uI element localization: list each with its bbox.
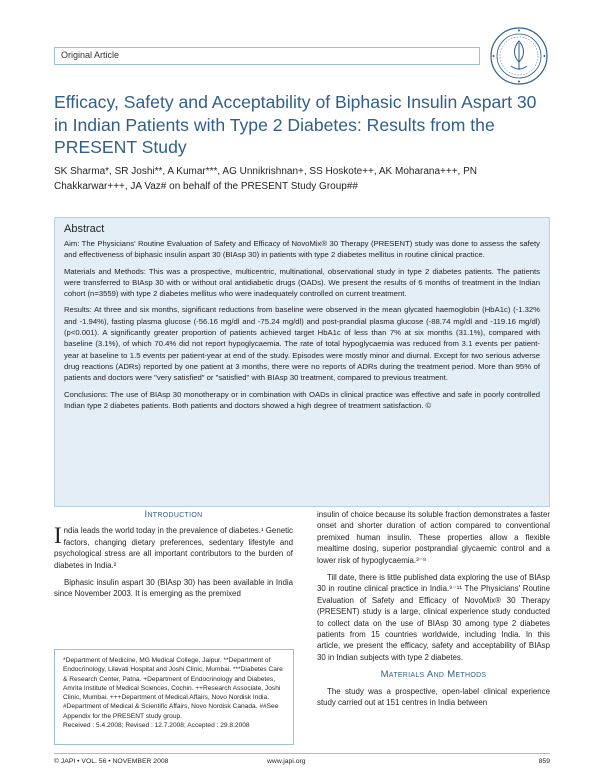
methods-heading: Materials And Methods: [380, 669, 487, 681]
footer-journal: © JAPI • VOL. 56 • NOVEMBER 2008: [54, 758, 169, 765]
introduction-heading: Introduction: [144, 509, 203, 520]
right-paragraph-2: Till date, there is little published data exploring the use of BIAsp 30 in routine clinical practice in India.⁹⁻¹¹ The Physicians' Routine Evaluation of Safety and Efficacy of NovoMix® 30 Therapy (PRESENT) study is a large, clinical experience study conducted to collect data on the use of BIAsp 30 among type 2 diabetes patients from 15 countries worldwide, including India. In this article, we present the efficacy, safety and acceptability of BIAsp 30 in Indian subjects with type 2 diabetes.: [317, 573, 550, 662]
article-title: Efficacy, Safety and Acceptability of Biphasic Insulin Aspart 30 in Indian Patients with Type 2 Diabetes: Results from the PRESENT Study: [54, 92, 537, 157]
left-column: [54, 509, 293, 606]
abstract-heading: Abstract: [64, 223, 105, 235]
abstract-methods: Materials and Methods: This was a prospective, multicentric, multinational, observational study in type 2 diabetes patients. The patients were transferred to BIAsp 30 with or without oral antidiabetic drugs (OADs). We present the results of 6 months of treatment in the Indian cohort (n=3559) with type 2 diabetes mellitus who were inadequately controlled on current treatment.: [64, 266, 540, 299]
footer-website[interactable]: www.japi.org: [267, 758, 306, 765]
intro-paragraph-2: Biphasic insulin aspart 30 (BIAsp 30) has been available in India since November 2003. It is emerging as the premixed: [54, 578, 293, 599]
right-paragraph-1: insulin of choice because its soluble fraction demonstrates a faster onset and shorter duration of action compared to conventional premixed human insulin. These properties allow a flexible mealtime dosing, superior postprandial glycaemic control and a lower risk of hypoglycaemia.³⁻⁸: [317, 510, 550, 565]
page-number: 859: [538, 758, 550, 765]
intro-paragraph-1-text: ndia leads the world today in the prevalence of diabetes.¹ Genetic factors, changing dietary preferences, sedentary lifestyle and psychological stress are all important contributors to the burden of diabetes in India.²: [54, 526, 293, 570]
abstract-results: Results: At three and six months, significant reductions from baseline were observed in the mean glycated haemoglobin (HbA1c) (-1.32% and -1.94%), fasting plasma glucose (-56.16 mg/dl and -75.24 mg/dl) and post-prandial plasma glucose (-88.74 mg/dl and -119.16 mg/dl) (p<0.001). A significantly greater proportion of patients achieved target HbA1c of less than 7% at six months (31.1%), compared with baseline (3.1%), of which 70.4% did not report hypoglycaemia. The rate of total hypoglycaemia was reduced from 3.1 events per patient-year at baseline to 1.5 events per patient-year at end of the study. Episodes were mostly minor and diurnal. Except for two serious adverse drug reactions (ADRs) reported by one patient at 3 months, there were no reports of ADRs during the treatment period. More than 95% of patients and doctors were "very satisfied" or "satisfied" with BIAsp 30 treatment, compared to previous treatment.: [64, 305, 540, 383]
affiliations-box: [54, 649, 294, 745]
author-list: SK Sharma*, SR Joshi**, A Kumar***, AG Unnikrishnan+, SS Hoskote++, AK Moharana+++, PN Chakkarwar+++, JA Vaz# on behalf of the PRESENT Study Group##: [54, 166, 478, 192]
article-category: Original Article: [61, 50, 120, 60]
footer-rule: [54, 753, 550, 754]
abstract-aim: Aim: The Physicians' Routine Evaluation of Safety and Efficacy of NovoMix® 30 Therapy (PRESENT) study was done to assess the safety and effectiveness of biphasic insulin aspart 30 (BIAsp 30) in patients with type 2 diabetes mellitus in routine clinical practice.: [64, 239, 540, 260]
received-dates: Received : 5.4.2008; Revised : 12.7.2008; Accepted : 29.8.2008: [63, 722, 250, 730]
affiliations-text: *Department of Medicine, MG Medical College, Jaipur. **Department of Endocrinology, Lilavati Hospital and Joshi Clinic, Mumbai. ***Diabetes Care & Research Center, Patna. +Department of Endocrinology and Diabetes, Amrita Institute of Medical Sciences, Cochin. ++Research Associate, Joshi Clinic, Mumbai. +++Department of Medical Affairs, Novo Nordisk India. #Department of Medical & Scientific Affairs, Novo Nordisk Canada. ##See Appendix for the PRESENT study group.: [63, 657, 283, 720]
abstract-conclusions: Conclusions: The use of BIAsp 30 monotherapy or in combination with OADs in clinical practice was effective and safe in poorly controlled Indian type 2 diabetes patients. Both patients and doctors showed a high degree of treatment satisfaction. ©: [64, 389, 540, 410]
drop-cap: I: [54, 523, 62, 549]
intro-paragraph-1: [54, 525, 293, 571]
abstract-box: [54, 217, 550, 507]
article-category-box: [54, 47, 480, 65]
right-column: [317, 509, 550, 715]
journal-seal-logo: [489, 26, 549, 86]
methods-paragraph-1: The study was a prospective, open-label clinical experience study carried out at 151 centres in India between: [317, 686, 550, 708]
